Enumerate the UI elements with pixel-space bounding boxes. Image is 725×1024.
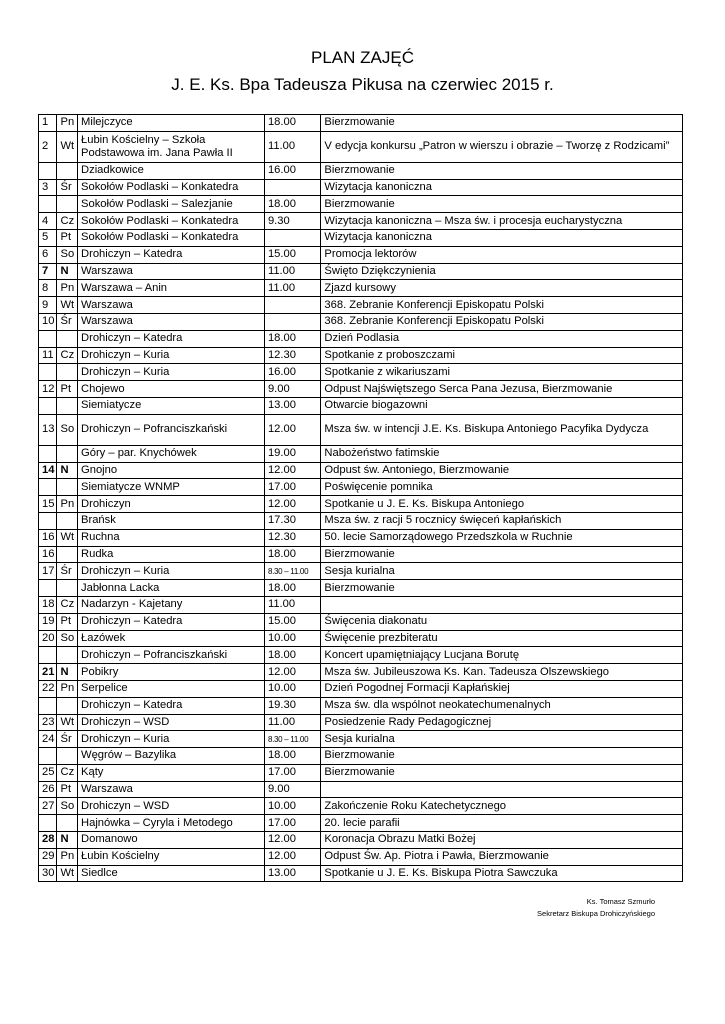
event-cell: Bierzmowanie: [321, 162, 683, 179]
day-number-cell: [39, 580, 57, 597]
weekday-cell: Wt: [57, 297, 78, 314]
time-cell: 11.00: [264, 280, 320, 297]
time-cell: 9.00: [264, 781, 320, 798]
weekday-cell: Śr: [57, 313, 78, 330]
time-cell: 10.00: [264, 680, 320, 697]
schedule-table: [38, 114, 683, 882]
place-cell: Kąty: [78, 764, 265, 781]
weekday-cell: [57, 546, 78, 563]
weekday-cell: Pn: [57, 848, 78, 865]
place-cell: Siedlce: [78, 865, 265, 882]
document-title: PLAN ZAJĘĆ: [311, 48, 414, 67]
weekday-cell: [57, 748, 78, 765]
day-number-cell: [39, 479, 57, 496]
time-cell: 18.00: [264, 115, 320, 132]
day-number-cell: 30: [39, 865, 57, 882]
event-cell: Spotkanie z wikariuszami: [321, 364, 683, 381]
weekday-cell: [57, 397, 78, 414]
place-cell: Warszawa: [78, 263, 265, 280]
day-number-cell: [39, 397, 57, 414]
place-cell: Domanowo: [78, 832, 265, 849]
weekday-cell: [57, 445, 78, 462]
weekday-cell: Wt: [57, 529, 78, 546]
schedule-row: [39, 213, 683, 230]
time-cell: 11.00: [264, 596, 320, 613]
event-cell: Msza św. Jubileuszowa Ks. Kan. Tadeusza Olszewskiego: [321, 664, 683, 681]
weekday-cell: So: [57, 798, 78, 815]
time-cell: 12.00: [264, 832, 320, 849]
weekday-cell: N: [57, 832, 78, 849]
event-cell: Dzień Podlasia: [321, 330, 683, 347]
time-cell: 17.00: [264, 815, 320, 832]
place-cell: Nadarzyn - Kajetany: [78, 596, 265, 613]
time-cell: 9.00: [264, 381, 320, 398]
schedule-row: [39, 462, 683, 479]
event-cell: 368. Zebranie Konferencji Episkopatu Polski: [321, 297, 683, 314]
schedule-row: [39, 115, 683, 132]
event-cell: 50. lecie Samorządowego Przedszkola w Ruchnie: [321, 529, 683, 546]
place-cell: Drohiczyn – WSD: [78, 798, 265, 815]
time-cell: 10.00: [264, 798, 320, 815]
schedule-row: [39, 546, 683, 563]
place-cell: Pobikry: [78, 664, 265, 681]
event-cell: Zakończenie Roku Katechetycznego: [321, 798, 683, 815]
weekday-cell: [57, 479, 78, 496]
day-number-cell: 29: [39, 848, 57, 865]
place-cell: Drohiczyn – Pofranciszkański: [78, 647, 265, 664]
schedule-row: [39, 414, 683, 445]
time-cell: [264, 313, 320, 330]
day-number-cell: 2: [39, 131, 57, 162]
time-cell: 12.30: [264, 529, 320, 546]
event-cell: Msza św. dla wspólnot neokatechumenalnych: [321, 697, 683, 714]
schedule-row: [39, 196, 683, 213]
place-cell: Gnojno: [78, 462, 265, 479]
day-number-cell: 16: [39, 529, 57, 546]
schedule-row: [39, 680, 683, 697]
schedule-row: [39, 229, 683, 246]
event-cell: [321, 781, 683, 798]
place-cell: Siemiatycze WNMP: [78, 479, 265, 496]
day-number-cell: 1: [39, 115, 57, 132]
schedule-row: [39, 381, 683, 398]
signature-role: Sekretarz Biskupa Drohiczyńskiego: [537, 909, 655, 918]
schedule-body: [39, 115, 683, 882]
schedule-row: [39, 714, 683, 731]
day-number-cell: 17: [39, 563, 57, 580]
signature-name: Ks. Tomasz Szmurło: [586, 897, 655, 906]
event-cell: Otwarcie biogazowni: [321, 397, 683, 414]
schedule-row: [39, 798, 683, 815]
day-number-cell: [39, 364, 57, 381]
weekday-cell: Pn: [57, 280, 78, 297]
weekday-cell: Pt: [57, 613, 78, 630]
weekday-cell: [57, 580, 78, 597]
time-cell: 18.00: [264, 580, 320, 597]
day-number-cell: 26: [39, 781, 57, 798]
day-number-cell: 4: [39, 213, 57, 230]
time-cell: 18.00: [264, 647, 320, 664]
event-cell: Msza św. z racji 5 rocznicy święceń kapłańskich: [321, 512, 683, 529]
place-cell: Drohiczyn – Kuria: [78, 364, 265, 381]
weekday-cell: N: [57, 263, 78, 280]
place-cell: Siemiatycze: [78, 397, 265, 414]
schedule-row: [39, 647, 683, 664]
day-number-cell: 15: [39, 496, 57, 513]
day-number-cell: 24: [39, 731, 57, 748]
document-subtitle: J. E. Ks. Bpa Tadeusza Pikusa na czerwiec 2015 r.: [171, 75, 554, 94]
event-cell: Święcenia diakonatu: [321, 613, 683, 630]
place-cell: Węgrów – Bazylika: [78, 748, 265, 765]
place-cell: Milejczyce: [78, 115, 265, 132]
schedule-row: [39, 563, 683, 580]
day-number-cell: [39, 162, 57, 179]
place-cell: Łazówek: [78, 630, 265, 647]
schedule-row: [39, 815, 683, 832]
day-number-cell: 8: [39, 280, 57, 297]
time-cell: 17.30: [264, 512, 320, 529]
time-cell: 13.00: [264, 865, 320, 882]
place-cell: Sokołów Podlaski – Konkatedra: [78, 213, 265, 230]
place-cell: Brańsk: [78, 512, 265, 529]
place-cell: Hajnówka – Cyryla i Metodego: [78, 815, 265, 832]
schedule-row: [39, 764, 683, 781]
weekday-cell: Wt: [57, 131, 78, 162]
place-cell: Sokołów Podlaski – Konkatedra: [78, 179, 265, 196]
weekday-cell: [57, 364, 78, 381]
time-cell: [264, 179, 320, 196]
time-cell: 13.00: [264, 397, 320, 414]
place-cell: Warszawa: [78, 297, 265, 314]
place-cell: Rudka: [78, 546, 265, 563]
schedule-row: [39, 313, 683, 330]
weekday-cell: Cz: [57, 596, 78, 613]
event-cell: Bierzmowanie: [321, 115, 683, 132]
schedule-row: [39, 848, 683, 865]
day-number-cell: 28: [39, 832, 57, 849]
weekday-cell: Pt: [57, 381, 78, 398]
time-cell: 17.00: [264, 479, 320, 496]
event-cell: Bierzmowanie: [321, 764, 683, 781]
time-cell: 16.00: [264, 364, 320, 381]
weekday-cell: [57, 162, 78, 179]
day-number-cell: 19: [39, 613, 57, 630]
time-cell: 19.30: [264, 697, 320, 714]
weekday-cell: Wt: [57, 714, 78, 731]
event-cell: Odpust Najświętszego Serca Pana Jezusa, Bierzmowanie: [321, 381, 683, 398]
schedule-row: [39, 162, 683, 179]
day-number-cell: 7: [39, 263, 57, 280]
place-cell: Serpelice: [78, 680, 265, 697]
schedule-row: [39, 131, 683, 162]
time-cell: 16.00: [264, 162, 320, 179]
day-number-cell: 23: [39, 714, 57, 731]
weekday-cell: So: [57, 246, 78, 263]
time-cell: 15.00: [264, 613, 320, 630]
weekday-cell: N: [57, 664, 78, 681]
schedule-row: [39, 512, 683, 529]
event-cell: Koronacja Obrazu Matki Bożej: [321, 832, 683, 849]
event-cell: Wizytacja kanoniczna: [321, 229, 683, 246]
event-cell: Wizytacja kanoniczna: [321, 179, 683, 196]
weekday-cell: Śr: [57, 563, 78, 580]
event-cell: Promocja lektorów: [321, 246, 683, 263]
weekday-cell: Cz: [57, 347, 78, 364]
schedule-row: [39, 596, 683, 613]
place-cell: Sokołów Podlaski – Salezjanie: [78, 196, 265, 213]
place-cell: Sokołów Podlaski – Konkatedra: [78, 229, 265, 246]
weekday-cell: So: [57, 414, 78, 445]
day-number-cell: 10: [39, 313, 57, 330]
time-cell: 11.00: [264, 714, 320, 731]
schedule-row: [39, 697, 683, 714]
day-number-cell: [39, 815, 57, 832]
place-cell: Ruchna: [78, 529, 265, 546]
event-cell: V edycja konkursu „Patron w wierszu i obrazie – Tworzę z Rodzicami”: [321, 131, 683, 162]
place-cell: Drohiczyn – Katedra: [78, 613, 265, 630]
event-cell: Koncert upamiętniający Lucjana Borutę: [321, 647, 683, 664]
event-cell: Bierzmowanie: [321, 580, 683, 597]
event-cell: Wizytacja kanoniczna – Msza św. i procesja eucharystyczna: [321, 213, 683, 230]
time-cell: 12.00: [264, 664, 320, 681]
event-cell: Posiedzenie Rady Pedagogicznej: [321, 714, 683, 731]
time-cell: 17.00: [264, 764, 320, 781]
day-number-cell: 21: [39, 664, 57, 681]
weekday-cell: Pn: [57, 115, 78, 132]
day-number-cell: 14: [39, 462, 57, 479]
place-cell: Drohiczyn – WSD: [78, 714, 265, 731]
weekday-cell: Śr: [57, 731, 78, 748]
place-cell: Warszawa – Anin: [78, 280, 265, 297]
event-cell: Poświęcenie pomnika: [321, 479, 683, 496]
day-number-cell: [39, 196, 57, 213]
event-cell: Bierzmowanie: [321, 196, 683, 213]
weekday-cell: [57, 196, 78, 213]
time-cell: 12.00: [264, 496, 320, 513]
day-number-cell: 12: [39, 381, 57, 398]
place-cell: Łubin Kościelny – Szkoła Podstawowa im. Jana Pawła II: [78, 131, 265, 162]
day-number-cell: [39, 330, 57, 347]
place-cell: Drohiczyn – Katedra: [78, 330, 265, 347]
schedule-row: [39, 179, 683, 196]
place-cell: Warszawa: [78, 781, 265, 798]
weekday-cell: Pt: [57, 229, 78, 246]
place-cell: Jabłonna Lacka: [78, 580, 265, 597]
schedule-row: [39, 613, 683, 630]
schedule-row: [39, 246, 683, 263]
weekday-cell: Wt: [57, 865, 78, 882]
time-cell: 18.00: [264, 748, 320, 765]
schedule-row: [39, 748, 683, 765]
schedule-row: [39, 397, 683, 414]
event-cell: Spotkanie u J. E. Ks. Biskupa Antoniego: [321, 496, 683, 513]
schedule-row: [39, 580, 683, 597]
time-cell: 15.00: [264, 246, 320, 263]
place-cell: Góry – par. Knychówek: [78, 445, 265, 462]
time-cell: 12.00: [264, 414, 320, 445]
weekday-cell: Pn: [57, 496, 78, 513]
day-number-cell: 11: [39, 347, 57, 364]
day-number-cell: 16: [39, 546, 57, 563]
time-cell: 18.00: [264, 196, 320, 213]
place-cell: Drohiczyn – Katedra: [78, 697, 265, 714]
weekday-cell: [57, 647, 78, 664]
time-cell: 12.00: [264, 462, 320, 479]
weekday-cell: [57, 697, 78, 714]
day-number-cell: 18: [39, 596, 57, 613]
day-number-cell: 25: [39, 764, 57, 781]
weekday-cell: So: [57, 630, 78, 647]
time-cell: 11.00: [264, 131, 320, 162]
day-number-cell: [39, 445, 57, 462]
weekday-cell: Pt: [57, 781, 78, 798]
schedule-row: [39, 347, 683, 364]
time-cell: 18.00: [264, 330, 320, 347]
place-cell: Drohiczyn – Katedra: [78, 246, 265, 263]
schedule-row: [39, 731, 683, 748]
schedule-row: [39, 330, 683, 347]
day-number-cell: 22: [39, 680, 57, 697]
day-number-cell: 27: [39, 798, 57, 815]
schedule-row: [39, 664, 683, 681]
event-cell: Odpust Św. Ap. Piotra i Pawła, Bierzmowanie: [321, 848, 683, 865]
event-cell: Dzień Pogodnej Formacji Kapłańskiej: [321, 680, 683, 697]
event-cell: Święcenie prezbiteratu: [321, 630, 683, 647]
schedule-row: [39, 364, 683, 381]
time-cell: 8.30 – 11.00: [264, 731, 320, 748]
schedule-row: [39, 445, 683, 462]
weekday-cell: [57, 512, 78, 529]
place-cell: Warszawa: [78, 313, 265, 330]
weekday-cell: [57, 330, 78, 347]
weekday-cell: Cz: [57, 213, 78, 230]
event-cell: [321, 596, 683, 613]
weekday-cell: Śr: [57, 179, 78, 196]
day-number-cell: 20: [39, 630, 57, 647]
event-cell: Sesja kurialna: [321, 731, 683, 748]
event-cell: Spotkanie z proboszczami: [321, 347, 683, 364]
event-cell: Sesja kurialna: [321, 563, 683, 580]
day-number-cell: 13: [39, 414, 57, 445]
schedule-row: [39, 280, 683, 297]
place-cell: Drohiczyn – Kuria: [78, 563, 265, 580]
time-cell: 12.00: [264, 848, 320, 865]
event-cell: Msza św. w intencji J.E. Ks. Biskupa Antoniego Pacyfika Dydycza: [321, 414, 683, 445]
schedule-row: [39, 630, 683, 647]
event-cell: 368. Zebranie Konferencji Episkopatu Polski: [321, 313, 683, 330]
day-number-cell: 5: [39, 229, 57, 246]
time-cell: 11.00: [264, 263, 320, 280]
weekday-cell: N: [57, 462, 78, 479]
schedule-row: [39, 263, 683, 280]
event-cell: Odpust św. Antoniego, Bierzmowanie: [321, 462, 683, 479]
event-cell: Spotkanie u J. E. Ks. Biskupa Piotra Sawczuka: [321, 865, 683, 882]
time-cell: [264, 297, 320, 314]
day-number-cell: 9: [39, 297, 57, 314]
time-cell: 9.30: [264, 213, 320, 230]
place-cell: Drohiczyn: [78, 496, 265, 513]
time-cell: 10.00: [264, 630, 320, 647]
day-number-cell: 3: [39, 179, 57, 196]
day-number-cell: [39, 512, 57, 529]
time-cell: 8.30 – 11.00: [264, 563, 320, 580]
weekday-cell: [57, 815, 78, 832]
schedule-row: [39, 529, 683, 546]
day-number-cell: [39, 647, 57, 664]
schedule-row: [39, 865, 683, 882]
place-cell: Drohiczyn – Kuria: [78, 731, 265, 748]
event-cell: Zjazd kursowy: [321, 280, 683, 297]
place-cell: Drohiczyn – Kuria: [78, 347, 265, 364]
event-cell: 20. lecie parafii: [321, 815, 683, 832]
day-number-cell: 6: [39, 246, 57, 263]
place-cell: Dziadkowice: [78, 162, 265, 179]
weekday-cell: Pn: [57, 680, 78, 697]
time-cell: [264, 229, 320, 246]
time-cell: 19.00: [264, 445, 320, 462]
weekday-cell: Cz: [57, 764, 78, 781]
day-number-cell: [39, 697, 57, 714]
day-number-cell: [39, 748, 57, 765]
time-cell: 12.30: [264, 347, 320, 364]
place-cell: Drohiczyn – Pofranciszkański: [78, 414, 265, 445]
schedule-row: [39, 496, 683, 513]
place-cell: Chojewo: [78, 381, 265, 398]
event-cell: Nabożeństwo fatimskie: [321, 445, 683, 462]
event-cell: Bierzmowanie: [321, 748, 683, 765]
schedule-row: [39, 297, 683, 314]
time-cell: 18.00: [264, 546, 320, 563]
schedule-row: [39, 832, 683, 849]
event-cell: Bierzmowanie: [321, 546, 683, 563]
place-cell: Łubin Kościelny: [78, 848, 265, 865]
schedule-row: [39, 479, 683, 496]
schedule-row: [39, 781, 683, 798]
event-cell: Święto Dziękczynienia: [321, 263, 683, 280]
